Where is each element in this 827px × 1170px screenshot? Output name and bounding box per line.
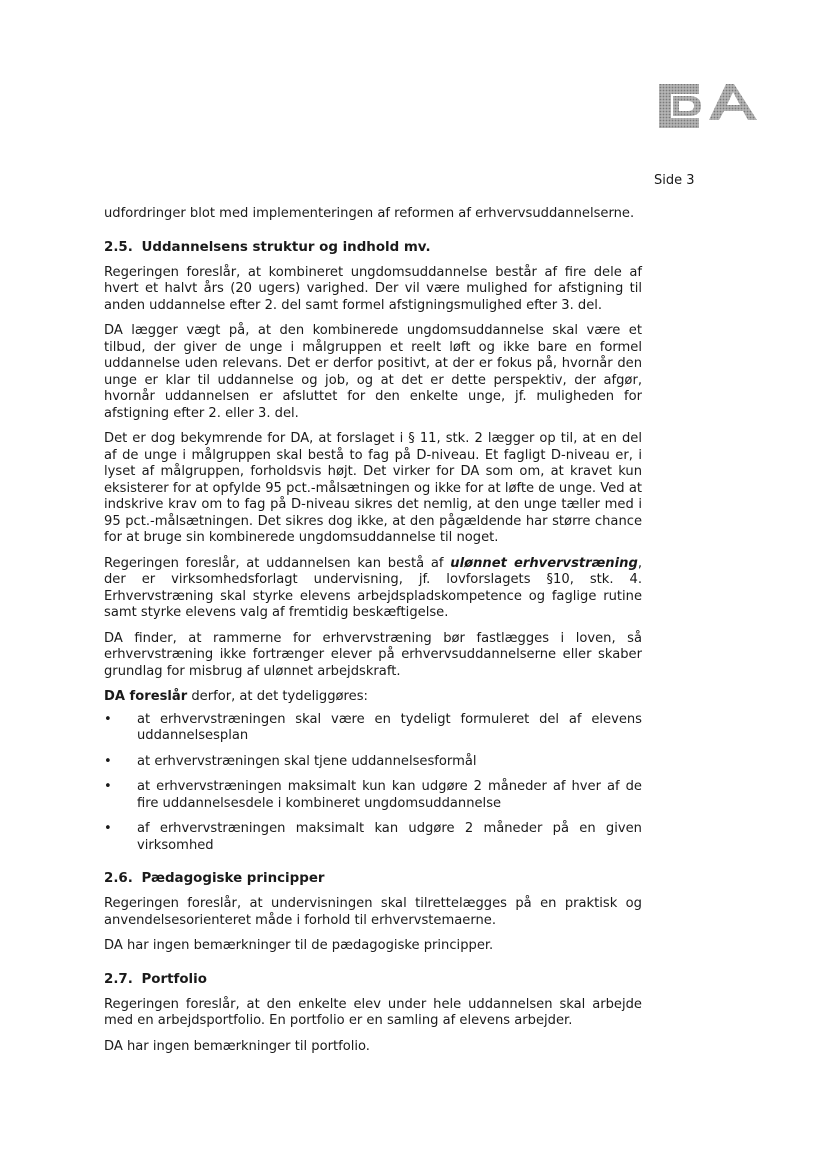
list-item: [104, 712, 642, 745]
section-heading-2-5: [104, 239, 642, 256]
paragraph: Regeringen foreslår, at den enkelte elev under hele uddannelsen skal arbejde med en arbejdsportfolio. En portfolio er en samling af elevens arbejder.: [104, 996, 642, 1028]
paragraph: Regeringen foreslår, at undervisningen skal tilrettelægges på en praktisk og anvendelsesorienteret måde i forhold til erhvervstemaerne.: [104, 896, 642, 928]
bullet-icon: •: [104, 821, 112, 836]
section-number: 2.5.: [104, 239, 133, 255]
paragraph: DA finder, at rammerne for erhvervstræning bør fastlægges i loven, så erhvervstræning ikke fortrænger elever på erhvervsuddannelserne eller skaber grundlag for misbrug af ulønnet arbejdskraft.: [104, 630, 642, 679]
section-heading-2-7: [104, 971, 642, 988]
paragraph: DA lægger vægt på, at den kombinerede ungdomsuddannelse skal være et tilbud, der giver de unge i målgruppen et reelt løft og ikke bare en formel uddannelse uden relevans. Det er derfor positivt, at der er fokus på, hvornår den unge er klar til uddannelse og job, og at det er dette perspektiv, der afgør, hvornår uddannelsen er afsluttet for den enkelte unge, jf. muligheden for afstigning efter 2. eller 3. del.: [104, 323, 642, 421]
section-number: 2.7.: [104, 971, 133, 987]
section-heading-2-6: [104, 870, 642, 887]
list-item-text: at erhvervstræningen skal være en tydeligt formuleret del af elevens uddannelsesplan: [137, 711, 642, 743]
list-item-text: at erhvervstræningen skal tjene uddannelsesformål: [137, 753, 477, 769]
paragraph: DA har ingen bemærkninger til de pædagogiske principper.: [104, 938, 494, 953]
list-item-text: at erhvervstræningen maksimalt kun kan udgøre 2 måneder af hver af de fire uddannelsesdele i kombineret ungdomsuddannelse: [137, 779, 642, 811]
paragraph: DA har ingen bemærkninger til portfolio.: [104, 1038, 370, 1054]
bullet-icon: •: [104, 753, 112, 769]
text-run: , der er virksomhedsforlagt undervisning, jf. lovforslagets §10, stk. 4. Erhvervstræning skal styrke elevens arbejdspladskompetence og faglige rutine samt styrke elevens valg af fremtidig beskæftigelse.: [104, 555, 642, 620]
section-number: 2.6.: [104, 871, 133, 886]
paragraph: Det er dog bekymrende for DA, at forslaget i § 11, stk. 2 lægger op til, at en del af de unge i målgruppen skal bestå to fag på D-niveau. Et fagligt D-niveau er, i lyset af målgruppen, forholdsvis højt. Det virker for DA som om, at kravet kun eksisterer for at opfylde 95 pct.-målsætningen og ikke for at løfte de unge. Ved at indskrive krav om to fag på D-niveau sikres det nemlig, at den unge tæller med i 95 pct.-målsætningen. Det sikres dog ikke, at den pågældende har større chance for at bruge sin kombinerede ungdomsuddannelse til noget.: [104, 431, 642, 545]
paragraph: Regeringen foreslår, at kombineret ungdomsuddannelse består af fire dele af hvert et halvt års (20 ugers) varighed. Der vil være mulighed for afstigning til anden uddannelse efter 2. del samt formel afstigningsmulighed efter 3. del.: [104, 264, 642, 313]
section-title: Portfolio: [141, 971, 207, 987]
list-item-text: af erhvervstræningen maksimalt kan udgøre 2 måneder på en given virksomhed: [137, 821, 642, 853]
bullet-list: [104, 712, 642, 855]
bullet-icon: •: [104, 711, 112, 727]
text-run: Regeringen foreslår, at uddannelsen kan bestå af: [104, 555, 451, 571]
section-title: Pædagogiske principper: [141, 871, 325, 886]
list-item: [104, 779, 642, 812]
text-run: derfor, at det tydeliggøres:: [187, 689, 368, 704]
paragraph-proposal: [104, 689, 642, 706]
intro-paragraph: udfordringer blot med implementeringen af reformen af erhvervsuddannelserne.: [104, 206, 635, 221]
list-item: [104, 754, 642, 771]
page-number: Side 3: [654, 173, 695, 188]
bullet-icon: •: [104, 779, 112, 794]
paragraph-erhvervstraening: [104, 556, 642, 622]
da-logo: [653, 80, 763, 132]
section-title: Uddannelsens struktur og indhold mv.: [141, 239, 431, 255]
list-item: [104, 821, 642, 854]
emphasis-text: ulønnet erhvervstræning: [450, 555, 638, 571]
bold-text: DA foreslår: [104, 689, 188, 704]
document-body: [104, 206, 642, 1064]
